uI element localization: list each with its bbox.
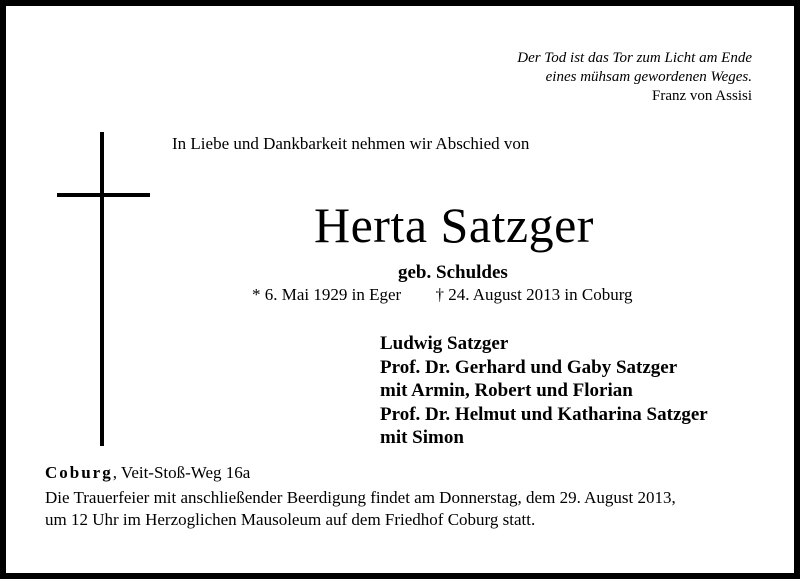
service-line-2: um 12 Uhr im Herzoglichen Mausoleum auf dem Friedhof Coburg statt.	[45, 510, 536, 529]
mourner-line: Prof. Dr. Helmut und Katharina Satzger	[380, 403, 708, 425]
mourners-list	[380, 332, 708, 450]
birth-date: * 6. Mai 1929 in Eger	[252, 285, 402, 304]
mourner-line: Prof. Dr. Gerhard und Gaby Satzger	[380, 356, 678, 378]
cross-horizontal-bar	[57, 193, 150, 197]
mourner-line: mit Armin, Robert und Florian	[380, 380, 633, 401]
quote-author: Franz von Assisi	[651, 88, 752, 104]
quote-line-1: Der Tod ist das Tor zum Licht am Ende	[517, 50, 752, 66]
quote-block	[517, 49, 752, 106]
address-street: , Veit-Stoß-Weg 16a	[112, 463, 251, 482]
intro-text: In Liebe und Dankbarkeit nehmen wir Abschied von	[172, 134, 530, 153]
cross-vertical-bar	[100, 132, 104, 446]
address-line	[45, 463, 250, 483]
life-dates	[252, 285, 633, 305]
mourner-line: Ludwig Satzger	[380, 333, 509, 354]
mourner-line: mit Simon	[380, 427, 464, 448]
deceased-name: Herta Satzger	[314, 197, 594, 253]
obituary-card	[6, 6, 794, 573]
address-city: Coburg	[45, 463, 113, 482]
death-date: † 24. August 2013 in Coburg	[435, 285, 633, 304]
service-line-1: Die Trauerfeier mit anschließender Beerdigung findet am Donnerstag, dem 29. August 2013,	[45, 488, 676, 507]
quote-line-2: eines mühsam gewordenen Weges.	[545, 69, 752, 85]
service-info	[45, 487, 676, 531]
maiden-name: geb. Schuldes	[398, 262, 508, 283]
